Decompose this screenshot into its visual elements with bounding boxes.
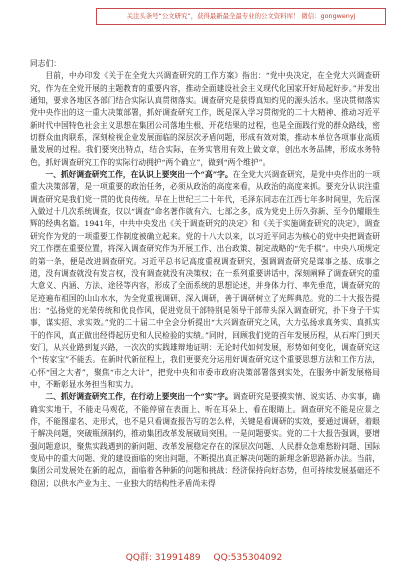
promo-banner: 关注头条号“公文研究”，获得最新最全最专业的公文资料库！ 微信：gongwenyj — [96, 8, 386, 25]
salutation: 同志们： — [30, 59, 61, 68]
section-heading-1: 一、抓好调查研究工作，在认识上要突出一个“高”字。 — [45, 170, 233, 180]
paragraph-intro — [30, 70, 380, 169]
section-heading-2: 二、抓好调查研究工作，在行动上要突出一个“实”字。 — [45, 392, 233, 402]
qq-text: QQ:535304092 — [213, 553, 283, 563]
footer-contact — [0, 550, 408, 563]
paragraph-section-2 — [30, 391, 380, 490]
document-body — [30, 58, 380, 490]
paragraph-text: 调查研究是要摸实情、说实话、办实事，确确实实地干，不能走马观花，不能停留在表面上、听在耳朵上、看在眼睛上。调查研究不能是应景之作，不能图虚名、走形式，也不是只看调查报告写的怎么样，关键是看调研的实效，要通过调研，着眼于解决问题，突破瓶颈制约，推动集团改革发展破局突围。一是问题要实。党的二十大报告强调，要增强问题意识，聚焦实践遇到的新问题、改革发展稳定存在的深层次问题、人民群众急难愁盼问题、国际变局中的重大问题、党的建设面临的突出问题，不断提出真正解决问题的新理念新思路新办法。当前，集团公司发展处在新的起点，面临着各种新的问题和挑战：经济保持向好态势，但可持续发展基础还不稳固；以供水产业为主、一业独大的结构性矛盾尚未得 — [30, 392, 380, 488]
paragraph-text: 在全党大兴调查研究，是党中央作出的一项重大决策部署，是一项重要的政治任务，必须从政治的高度来看，从政治的高度来抓。要充分认识注重调查研究是我们党一贯的优良传统。早在上世纪三二十年代，毛泽东同志在江西七年多时间里，先后深入做过十几次系统调查，仅以“调查”命名著作就有六、七部之多，成为党史上历久弥新、至今仍耀眼生辉的经典名篇。1941年，中共中央发出《关于调查研究的决定》和《关于实施调查研究的决定》，调查研究作为党的一项重要工作制度被确立起来。党的十八大以来，以习近平同志为核心的党中央把调查研究工作摆在重要位置，将深入调查研究作为开展工作、出台政策、制定战略的“先手棋”。中央八项规定的第一条，便是改进调查研究。习近平总书记高度重视调查研究，强调调查研究是谋事之基、成事之道，没有调查就没有发言权，没有调查就没有决策权；在一系列重要讲话中，深刻阐释了调查研究的重大意义、内涵、方法、途径等内容，形成了全面系统的思想论述，并身体力行、率先垂范，调查研究的足迹遍布祖国的山山水水，为全党重视调研、深入调研，善于调研树立了光辉典范。党的二十大报告提出：“弘扬党的光荣传统和优良作风，促进党员干部特别是领导干部带头深入调查研究，扑下身子干实事，谋实招、求实效。”党的二十届二中全会分析提出“大兴调查研究之风，大力弘扬求真务实、真抓实干的作风，真正做出经得起历史和人民检验的实绩。”同时，回顾我们党的百年发展历程，从石库门到天安门，从兴业路到复兴路，一次次的实践雄辩地证明：无论时代如何发展，形势如何变化，调查研究这个“传家宝”不能丢。在新时代新征程上，我们更要充分运用好调查研究这个重要思想方法和工作方法，心怀“国之大者”，聚焦“市之大计”，把党中央和市委市政府决策部署落到实处，在服务中新发展格局中，不断彰显水务担当和实力。 — [30, 170, 380, 389]
paragraph-text: 目前，中办印发《关于在全党大兴调查研究的工作方案》指出：“党中央决定，在全党大兴调查研究，作为在全党开展的主题教育的重要内容，推动全面建设社会主义现代化国家开好局起好步。”并发出通知，要求各地区各部门结合实际认真贯彻落实。调查研究是获得真知灼见的源头活水。坚决贯彻落实党中央作出的这一重大决策部署，抓好调查研究工作，既是深入学习贯彻党的二十大精神、推动习近平新时代中国特色社会主义思想在集团公司落地生根、开花结果的过程，也是全面践行党的群众路线，密切群众血肉联系，深刻检视企业发展面临的深层次矛盾问题，形成有效对策，推动本单位各项事业高质量发展的过程。我们要突出特点，结合实际，在务实管用有效上做文章，创出水务品牌，形成水务特色，抓好调查研究工作的实际行动拥护“两个确立”，做到“两个维护”。 — [30, 71, 380, 167]
qq-group-text: QQ群: 31991489 — [125, 553, 201, 563]
paragraph-section-1 — [30, 169, 380, 391]
